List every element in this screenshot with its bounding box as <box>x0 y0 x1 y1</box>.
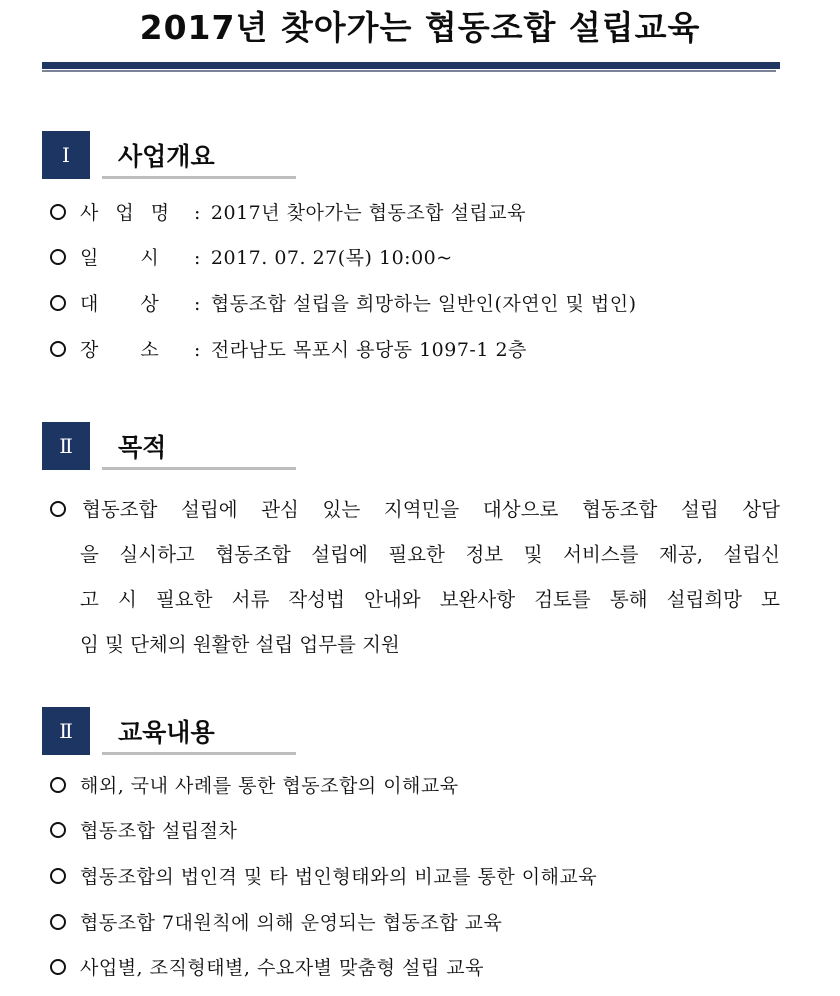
hollow-circle-bullet-icon <box>50 249 66 265</box>
curriculum-item: 협동조합의 법인격 및 타 법인형태와의 비교를 통한 이해교육 <box>50 862 597 889</box>
hollow-circle-bullet-icon <box>50 914 66 930</box>
curriculum-item: 협동조합 7대원칙에 의해 운영되는 협동조합 교육 <box>50 908 502 935</box>
info-row-date <box>50 243 453 270</box>
section-number-badge: Ⅱ <box>42 707 90 755</box>
info-row-project-name <box>50 198 526 225</box>
section-title: 사업개요 <box>118 142 215 171</box>
paragraph-line: 협동조합 설립에 관심 있는 지역민을 대상으로 협동조합 설립 상담 <box>50 487 780 532</box>
title-divider <box>42 62 780 69</box>
section-number-badge: Ⅱ <box>42 422 90 470</box>
section-header-curriculum <box>42 707 302 755</box>
section-underline <box>102 176 296 179</box>
hollow-circle-bullet-icon <box>50 868 66 884</box>
info-value: 협동조합 설립을 희망하는 일반인(자연인 및 법인) <box>210 293 637 315</box>
section-underline <box>102 467 296 470</box>
section-title: 교육내용 <box>118 718 215 747</box>
purpose-paragraph <box>50 487 780 667</box>
paragraph-line: 임 및 단체의 원활한 설립 업무를 지원 <box>80 633 400 656</box>
info-value: 2017. 07. 27(목) 10:00~ <box>210 247 453 269</box>
hollow-circle-bullet-icon <box>50 501 66 517</box>
section-title: 목적 <box>118 433 167 462</box>
section-header-overview <box>42 131 302 179</box>
hollow-circle-bullet-icon <box>50 959 66 975</box>
hollow-circle-bullet-icon <box>50 777 66 793</box>
section-underline <box>102 752 296 755</box>
paragraph-line: 고 시 필요한 서류 작성법 안내와 보완사항 검토를 통해 설립희망 모 <box>80 588 780 611</box>
info-label: 일 시 <box>80 247 159 269</box>
curriculum-item: 협동조합 설립절차 <box>50 816 237 843</box>
label-separator: : <box>194 293 201 315</box>
curriculum-item: 해외, 국내 사례를 통한 협동조합의 이해교육 <box>50 771 459 798</box>
section-number-badge: Ⅰ <box>42 131 90 179</box>
curriculum-item: 사업별, 조직형태별, 수요자별 맞춤형 설립 교육 <box>50 953 484 980</box>
hollow-circle-bullet-icon <box>50 295 66 311</box>
paragraph-line: 을 실시하고 협동조합 설립에 필요한 정보 및 서비스를 제공, 설립신 <box>80 543 780 566</box>
info-row-target <box>50 289 637 316</box>
info-label: 장 소 <box>80 339 159 361</box>
section-header-purpose <box>42 422 302 470</box>
hollow-circle-bullet-icon <box>50 204 66 220</box>
label-separator: : <box>194 339 201 361</box>
info-value: 전라남도 목포시 용당동 1097-1 2층 <box>210 339 527 361</box>
info-label: 대 상 <box>80 293 159 315</box>
label-separator: : <box>194 247 201 269</box>
page-title: 2017년 찾아가는 협동조합 설립교육 <box>139 8 701 47</box>
info-row-location <box>50 335 527 362</box>
hollow-circle-bullet-icon <box>50 822 66 838</box>
title-divider-shadow <box>42 70 776 72</box>
hollow-circle-bullet-icon <box>50 341 66 357</box>
info-label: 사 업 명 <box>80 202 170 224</box>
info-value: 2017년 찾아가는 협동조합 설립교육 <box>210 202 526 224</box>
label-separator: : <box>194 202 201 224</box>
